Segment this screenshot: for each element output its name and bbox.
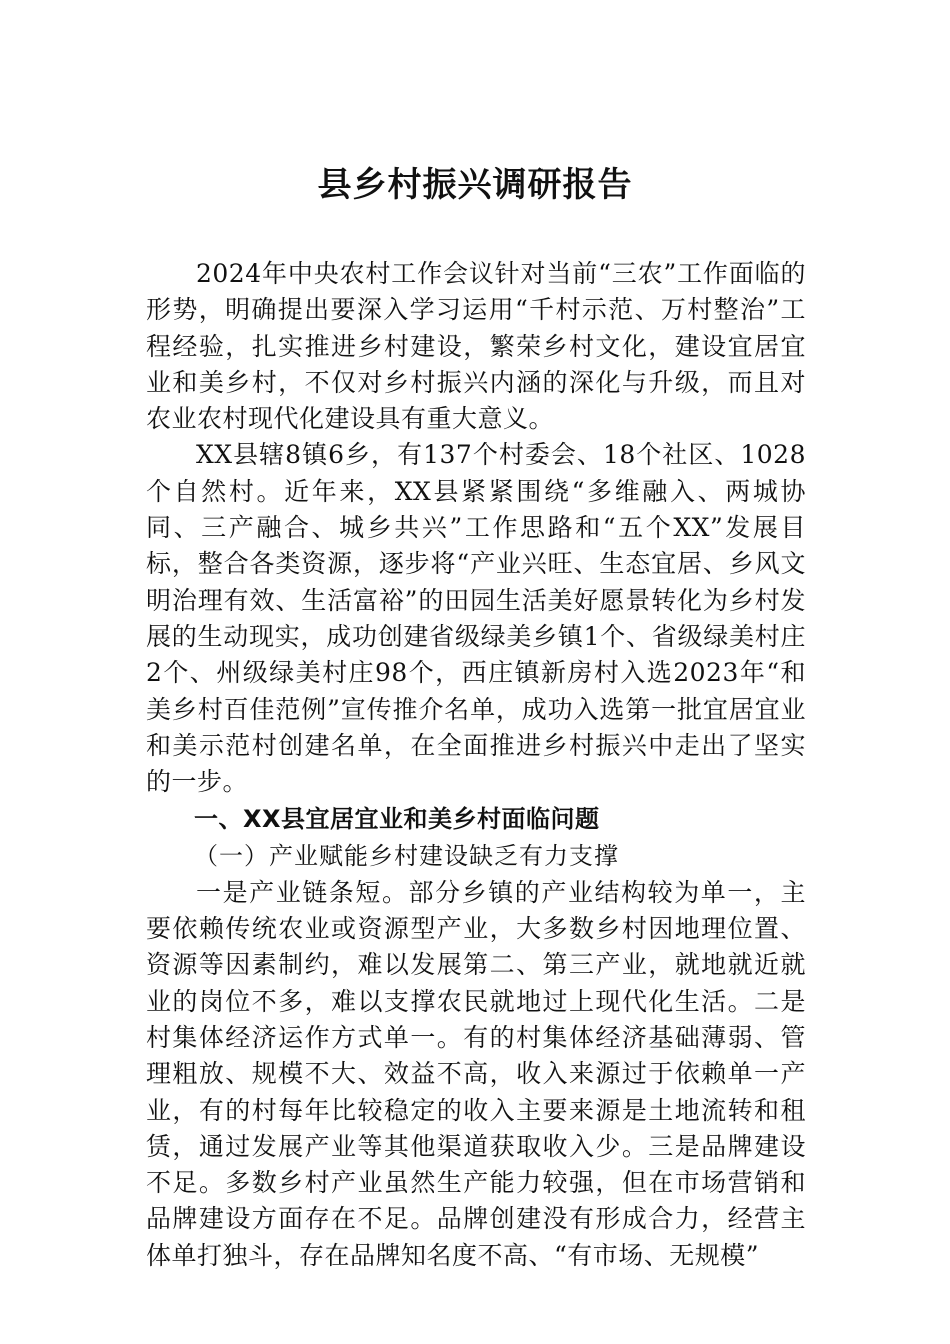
document-body xyxy=(146,256,806,1274)
section-heading: 一、XX县宜居宜业和美乡村面临问题 xyxy=(194,805,600,834)
document-title: 县乡村振兴调研报告 xyxy=(317,165,633,205)
industry-issues-paragraph: 一是产业链条短。部分乡镇的产业结构较为单一，主要依赖传统农业或资源型产业，大多数乡村因地理位置、资源等因素制约，难以发展第二、第三产业，就地就近就业的岗位不多，难以支撑农民就地过上现代化生活。二是村集体经济运作方式单一。有的村集体经济基础薄弱、管理粗放、规模不大、效益不高，收入来源过于依赖单一产业，有的村每年比较稳定的收入主要来源是土地流转和租赁，通过发展产业等其他渠道获取收入少。三是品牌建设不足。多数乡村产业虽然生产能力较强，但在市场营销和品牌建设方面存在不足。品牌创建没有形成合力，经营主体单打独斗，存在品牌知名度不高、“有市场、无规模” xyxy=(146,877,806,1270)
subsection-heading: （一）产业赋能乡村建设缺乏有力支撑 xyxy=(194,842,619,871)
county-overview-paragraph: XX县辖8镇6乡，有137个村委会、18个社区、1028个自然村。近年来，XX县紧紧围绕“多维融入、两城协同、三产融合、城乡共兴”工作思路和“五个XX”发展目标，整合各类资源，逐步将“产业兴旺、生态宜居、乡风文明治理有效、生活富裕”的田园生活美好愿景转化为乡村发展的生动现实，成功创建省级绿美乡镇1个、省级绿美村庄2个、州级绿美村庄98个，西庄镇新房村入选2023年“和美乡村百佳范例”宣传推介名单，成功入选第一批宜居宜业和美示范村创建名单，在全面推进乡村振兴中走出了坚实的一步。 xyxy=(146,440,806,797)
intro-paragraph: 2024年中央农村工作会议针对当前“三农”工作面临的形势，明确提出要深入学习运用“千村示范、万村整治”工程经验，扎实推进乡村建设，繁荣乡村文化，建设宜居宜业和美乡村，不仅对乡村振兴内涵的深化与升级，而且对农业农村现代化建设具有重大意义。 xyxy=(146,259,806,434)
